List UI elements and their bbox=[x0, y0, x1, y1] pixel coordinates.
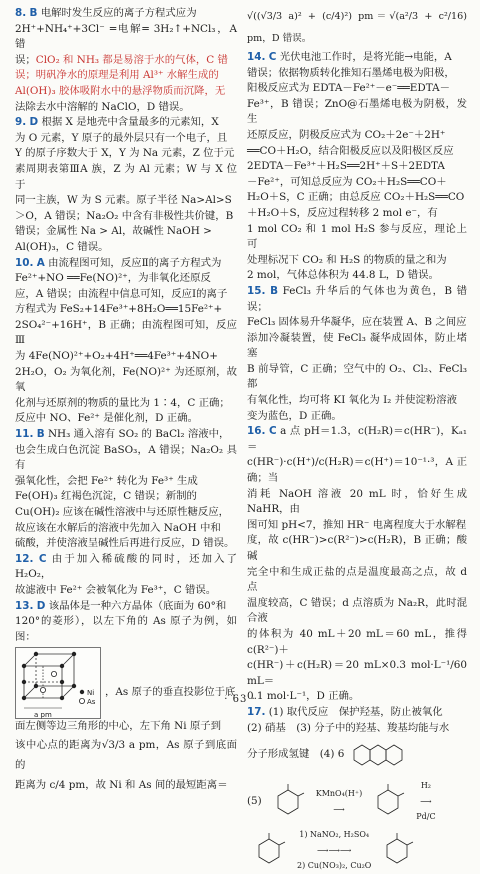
aminobenzoic-acid-structure bbox=[247, 829, 293, 871]
q16-line7: 的体积为 40 mL＋20 mL＝60 mL，推得 c(R²⁻)＋ bbox=[247, 627, 467, 656]
right-column bbox=[247, 6, 467, 874]
q9-line5: ＞O，A 错误；Na₂O₂ 中含有非极性共价键，B bbox=[15, 209, 234, 222]
synthesis-route-row2 bbox=[247, 827, 467, 874]
crystal-figure bbox=[15, 647, 101, 719]
q10-line4: 2SO₄²⁻+16H⁺，B 正确；由流程图可知，反应Ⅲ bbox=[15, 318, 237, 347]
q13-figure-row bbox=[15, 645, 237, 719]
q15-line1: FeCl₃ 固体易升华凝华，应在装置 A、B 之间应 bbox=[247, 316, 467, 329]
q11-line3: Fe(OH)₃ 红褐色沉淀，C 错误；新制的 bbox=[15, 490, 197, 503]
q10-line5: 为 4Fe(NO)²⁺+O₂+4H⁺══4Fe³⁺+4NO+ bbox=[15, 350, 218, 363]
q8-line3: 误；ClO₂ 和 NH₃ 都是易溶于水的气体，C 错 bbox=[15, 53, 228, 66]
q11-line1: 也会生成白色沉淀 BaSO₃，A 错误；Na₂O₂ 具有 bbox=[15, 443, 237, 472]
synthesis-route-row1 bbox=[247, 778, 467, 825]
q9-line1: 为 O 元素，Y 原子的最外层只有一个电子，且 bbox=[15, 131, 228, 144]
page-number: · 63 · bbox=[224, 694, 256, 705]
fig-label-as: As bbox=[87, 698, 96, 707]
q9-line0: 9. D 根据 X 是地壳中含量最多的元素知，X bbox=[15, 116, 219, 129]
q14-line0: 14. C 光伏电池工作时，是将光能→电能，A bbox=[247, 51, 452, 63]
q16-line4: 度，故 c(HR⁻)>c(R²⁻)>c(H₂R)，B 正确；酸碱 bbox=[247, 534, 467, 562]
q12-line1: 故滤液中 Fe²⁺ 会被氧化为 Fe³⁺，C 错误。 bbox=[15, 583, 217, 596]
q12-line0: 12. C 由于加入稀硫酸的同时，还加入了 H₂O₂， bbox=[15, 552, 238, 581]
q11-line6: 硫酸，并使溶液呈碱性后再进行反应，D 错误。 bbox=[15, 537, 235, 550]
q11-line2: 强氧化性，会把 Fe²⁺ 转化为 Fe³⁺ 生成 bbox=[15, 474, 198, 487]
q9-line7: Al(OH)₃，C 错误。 bbox=[15, 240, 109, 253]
q13-side-text: ，As 原子的垂直投影位于底 bbox=[105, 686, 236, 699]
q14-line3: Fe³⁺，B 错误；ZnO@石墨烯电极为阴极，发生 bbox=[247, 97, 467, 126]
q10-line0: 10. A 由流程图可知，反应Ⅱ的离子方程式为 bbox=[15, 256, 222, 269]
q17-line2: 分子形成氢键 (4) 6 bbox=[247, 748, 345, 761]
q9-line4: 同一主族，W 为 S 元素。原子半径 Na>Al>S bbox=[15, 194, 232, 207]
q16-line3: 图可知 pH<7，推知 HR⁻ 电离程度大于水解程 bbox=[247, 518, 467, 531]
q16-line5: 完全中和生成正盐的点是温度最高之点，故 d 点 bbox=[247, 565, 467, 594]
q14-line2: 阳极反应式为 EDTA－Fe²⁺－e⁻══EDTA－ bbox=[247, 82, 450, 95]
q14-line5: ══CO＋H₂O，结合阳极反应以及阳极区反应 bbox=[247, 144, 454, 157]
q17-part5-label: (5) bbox=[247, 794, 262, 807]
salicylic-acid-structure bbox=[375, 829, 421, 871]
q14-line10: 1 mol CO₂ 和 1 mol H₂S 参与反应，理论上可 bbox=[247, 222, 467, 251]
q13-line1: 120°的菱形），以左下角的 As 原子为例，如图： bbox=[15, 615, 237, 643]
q16-line2: 消耗 NaOH 溶液 20 mL 时，恰好生成 NaHR，由 bbox=[247, 487, 467, 516]
q8-line1: 8. B 电解时发生反应的离子方程式应为 bbox=[15, 7, 197, 19]
q16-line1: c(HR⁻)·c(H⁺)/c(H₂R)＝c(H⁺)＝10⁻¹·³，A 正确；当 bbox=[247, 456, 467, 485]
q10-line3: 方程式为 FeS₂+14Fe³⁺+8H₂O══15Fe²⁺+ bbox=[15, 303, 223, 316]
q16-line9: 0.1 mol·L⁻¹，D 正确。 bbox=[247, 690, 360, 703]
q10-line8: 反应中 NO、Fe²⁺ 是催化剂，D 正确。 bbox=[15, 412, 198, 425]
q15-line2: 添加冷凝装置，使 FeCl₃ 凝华成固体，防止堵塞 bbox=[247, 331, 467, 360]
q8-line-end: 法除去水中溶解的 NaClO，D 错误。 bbox=[15, 100, 190, 113]
q9-line3: 素周期表第ⅢA 族，Z 为 Al 元素；W 与 X 位于 bbox=[15, 162, 237, 191]
anthraquinone-structure-row bbox=[247, 738, 467, 772]
q10-line6: 2H₂O，O₂ 为氧化剂，Fe(NO)²⁺ 为还原剂，故氧 bbox=[15, 365, 237, 394]
q14-line4: 还原反应，阴极反应式为 CO₂＋2e⁻＋2H⁺ bbox=[247, 128, 446, 141]
q16-line6: 温度较高，C 错误；d 点溶质为 Na₂R，此时混合液 bbox=[247, 596, 467, 625]
q13-formula-continued: √((√3/3 a)² + (c/4)²) pm＝√(a²/3 + c²/16) pm，D 错误。 bbox=[247, 11, 467, 44]
q10-line2: 应，A 错误；由流程中信息可知，反应Ⅰ的离子 bbox=[15, 287, 228, 300]
q13-tail-line1: 该中心点的距离为√3/3 a pm，As 原子到底面的 bbox=[15, 738, 237, 771]
q11-line4: Cu(OH)₂ 应该在碱性溶液中与还原性糖反应， bbox=[15, 506, 230, 518]
q8-red-line3: Al(OH)₃ 胶体吸附水中的悬浮物质而沉降，无 bbox=[15, 84, 226, 97]
q11-line5: 故应该在水解后的溶液中先加入 NaOH 中和 bbox=[15, 521, 221, 534]
left-column bbox=[15, 6, 237, 795]
q14-line8: H₂O＋S，C 正确；由总反应 CO₂＋H₂S══CO bbox=[247, 191, 465, 204]
q14-line6: 2EDTA－Fe³⁺＋H₂S══2H⁺＋S＋2EDTA bbox=[247, 160, 445, 173]
q13-tail-line2: 距离为 c/4 pm，故 Ni 和 As 间的最短距离＝ bbox=[15, 778, 228, 791]
q15-line5: 变为蓝色，D 正确。 bbox=[247, 409, 342, 422]
q8-line2: 2H⁺+NH₄⁺+3Cl⁻ ═电解═ 3H₂↑+NCl₃，A 错 bbox=[15, 22, 237, 51]
q9-line6: 错误；金属性 Na > Al，故碱性 NaOH > bbox=[15, 225, 212, 238]
q11-line0: 11. B NH₃ 通入溶有 SO₂ 的 BaCl₂ 溶液中， bbox=[15, 428, 230, 441]
q13-line0: 13. D 该晶体是一种六方晶体（底面为 60°和 bbox=[15, 599, 227, 612]
q10-line7: 化剂与还原剂的物质的量比为 1∶4，C 正确； bbox=[15, 396, 230, 409]
oxidation-arrow: KMnO₄(H⁺) ⟶ bbox=[315, 788, 363, 814]
q15-line0: 15. B FeCl₃ 升华后的气体也为黄色，B 错误； bbox=[247, 284, 467, 313]
nitrotoluene-structure bbox=[266, 780, 312, 824]
q16-line0: 16. C a 点 pH＝1.3，c(H₂R)＝c(HR⁻)，Kₐ₁＝ bbox=[247, 425, 467, 453]
q15-line3: B 前导管，C 正确；空气中的 O₂、Cl₂、FeCl₃ 都 bbox=[247, 362, 467, 391]
q10-line1: Fe²⁺+NO ══Fe(NO)²⁺，为非氧化还原反 bbox=[15, 272, 211, 285]
q15-line4: 有氧化性，均可将 KI 氧化为 I₂ 并使淀粉溶液 bbox=[247, 394, 457, 407]
q14-line11: 处理标况下 CO₂ 和 H₂S 的物质的量之和为 bbox=[247, 253, 447, 266]
diazotization-arrow: 1) NaNO₂, H₂SO₄ ⟶⟶⟶ 2) Cu(NO₃)₂, Cu₂O bbox=[297, 829, 372, 871]
q17-line0: 17. (1) 取代反应 保护羟基，防止被氧化 bbox=[247, 705, 443, 718]
q14-line12: 2 mol，气体总体积为 44.8 L，D 错误。 bbox=[247, 269, 439, 282]
q14-line1: 错误；依据物质转化推知石墨烯电极为阳极， bbox=[247, 66, 455, 79]
q8-red-line2: 误；明矾净水的原理是利用 Al³⁺ 水解生成的 bbox=[15, 69, 219, 82]
fig-label-a: a pm bbox=[34, 711, 52, 720]
q13-tail-line0: 面左侧等边三角形的中心，左下角 Ni 原子到 bbox=[15, 720, 222, 733]
tricyclic-structure bbox=[348, 738, 408, 772]
q17-line1: (2) 硝基 (3) 分子中的羟基、羧基均能与水 bbox=[247, 721, 450, 734]
nitrobenzoic-acid-structure bbox=[366, 780, 412, 824]
q14-line7: －Fe²⁺，可知总反应为 CO₂＋H₂S══CO＋ bbox=[247, 175, 447, 188]
hydrogenation-arrow: H₂ ⟶ Pd/C bbox=[416, 781, 436, 822]
q14-line9: ＋H₂O＋S，反应过程转移 2 mol e⁻，有 bbox=[247, 206, 438, 219]
q9-line2: Y 的原子序数大于 X，Y 为 Na 元素，Z 位于元 bbox=[15, 147, 235, 160]
fig-label-ni: Ni bbox=[87, 689, 95, 698]
q16-line8: c(HR⁻)＋c(H₂R)＝20 mL×0.3 mol·L⁻¹/60 mL＝ bbox=[247, 659, 467, 687]
